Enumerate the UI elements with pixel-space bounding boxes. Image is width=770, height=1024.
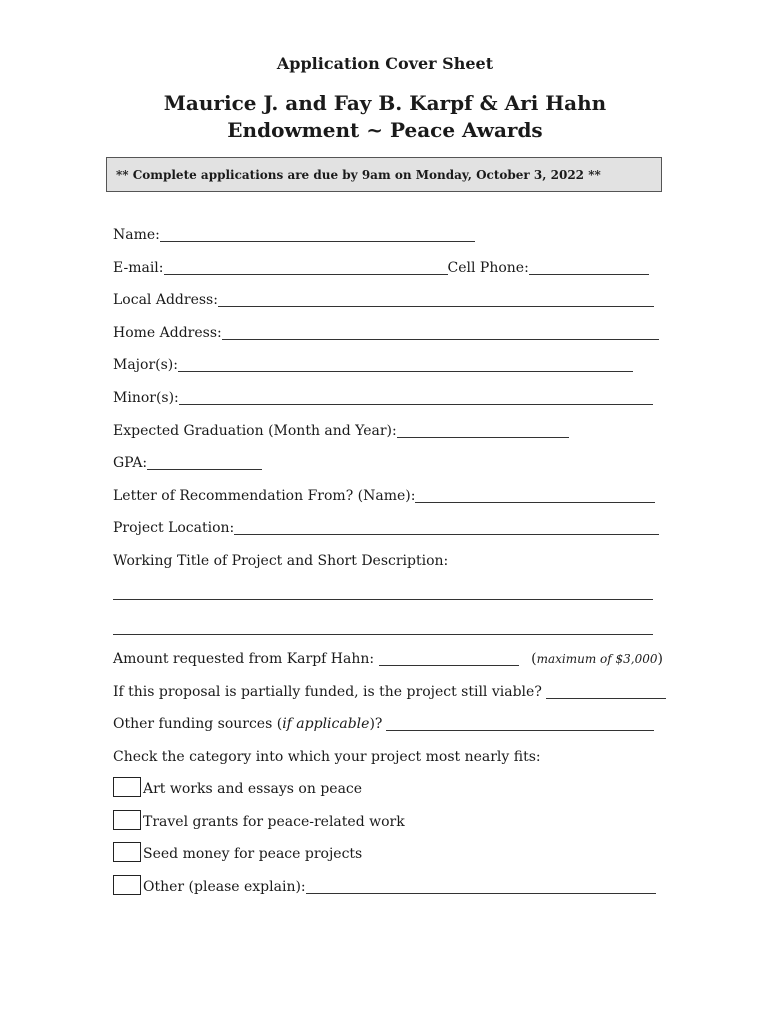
recommendation-field[interactable] [415, 486, 655, 503]
gpa-field[interactable] [147, 453, 262, 470]
option-other [143, 876, 656, 898]
partially-funded-field[interactable] [546, 682, 666, 699]
name-label: Name: [113, 227, 160, 243]
project-location-row [113, 517, 659, 539]
partially-funded-row [113, 681, 666, 703]
option-seed-money-label: Seed money for peace projects [143, 846, 363, 862]
description-line-1[interactable] [113, 599, 653, 600]
project-location-label: Project Location: [113, 520, 235, 536]
working-title-row [113, 550, 448, 572]
home-address-field[interactable] [222, 323, 659, 340]
option-travel-grants [143, 811, 405, 833]
other-funding-field[interactable] [386, 714, 654, 731]
category-prompt-row [113, 746, 541, 768]
name-row [113, 224, 475, 246]
checkbox-travel-grants[interactable] [113, 810, 141, 830]
local-address-label: Local Address: [113, 292, 218, 308]
checkbox-seed-money[interactable] [113, 842, 141, 862]
checkbox-other[interactable] [113, 875, 141, 895]
option-seed-money [143, 843, 362, 865]
cover-sheet-heading: Application Cover Sheet [276, 54, 494, 73]
home-address-row [113, 322, 659, 344]
graduation-row [113, 420, 569, 442]
amount-hint: maximum of $3,000 [536, 652, 658, 666]
amount-field[interactable] [379, 649, 519, 666]
local-address-field[interactable] [218, 290, 654, 307]
option-other-label: Other (please explain): [143, 879, 306, 895]
amount-row [113, 648, 663, 670]
email-row [113, 257, 649, 279]
working-title-label: Working Title of Project and Short Description: [113, 553, 449, 569]
amount-hint-open: ( [531, 651, 537, 667]
checkbox-art-works[interactable] [113, 777, 141, 797]
option-art-works [143, 778, 362, 800]
award-title-line-1: Maurice J. and Fay B. Karpf & Ari Hahn [163, 91, 607, 115]
gpa-label: GPA: [113, 455, 148, 471]
cell-phone-label: Cell Phone: [447, 260, 529, 276]
name-field[interactable] [160, 225, 475, 242]
graduation-label: Expected Graduation (Month and Year): [113, 423, 397, 439]
recommendation-label: Letter of Recommendation From? (Name): [113, 488, 416, 504]
category-prompt: Check the category into which your project most nearly fits: [113, 749, 541, 765]
majors-label: Major(s): [113, 357, 178, 373]
other-explain-field[interactable] [306, 877, 656, 894]
option-art-works-label: Art works and essays on peace [143, 781, 363, 797]
cell-phone-field[interactable] [529, 258, 649, 275]
minors-field[interactable] [179, 388, 653, 405]
minors-label: Minor(s): [113, 390, 179, 406]
partially-funded-label: If this proposal is partially funded, is the project still viable? [113, 684, 542, 700]
deadline-notice: ** Complete applications are due by 9am on Monday, October 3, 2022 ** [106, 157, 662, 192]
other-funding-label-italic: if applicable [282, 716, 370, 732]
home-address-label: Home Address: [113, 325, 222, 341]
email-field[interactable] [164, 258, 448, 275]
other-funding-row [113, 713, 654, 735]
majors-row [113, 354, 633, 376]
project-location-field[interactable] [234, 518, 659, 535]
amount-label: Amount requested from Karpf Hahn: [113, 651, 375, 667]
recommendation-row [113, 485, 655, 507]
amount-hint-close: ) [657, 651, 663, 667]
other-funding-label-suffix: )? [369, 716, 383, 732]
majors-field[interactable] [178, 355, 633, 372]
gpa-row [113, 452, 262, 474]
graduation-field[interactable] [397, 421, 569, 438]
minors-row [113, 387, 653, 409]
email-label: E-mail: [113, 260, 164, 276]
award-title [0, 90, 770, 144]
description-line-2[interactable] [113, 634, 653, 635]
other-funding-label-prefix: Other funding sources ( [113, 716, 283, 732]
option-travel-grants-label: Travel grants for peace-related work [143, 814, 405, 830]
local-address-row [113, 289, 654, 311]
award-title-line-2: Endowment ~ Peace Awards [227, 118, 543, 142]
